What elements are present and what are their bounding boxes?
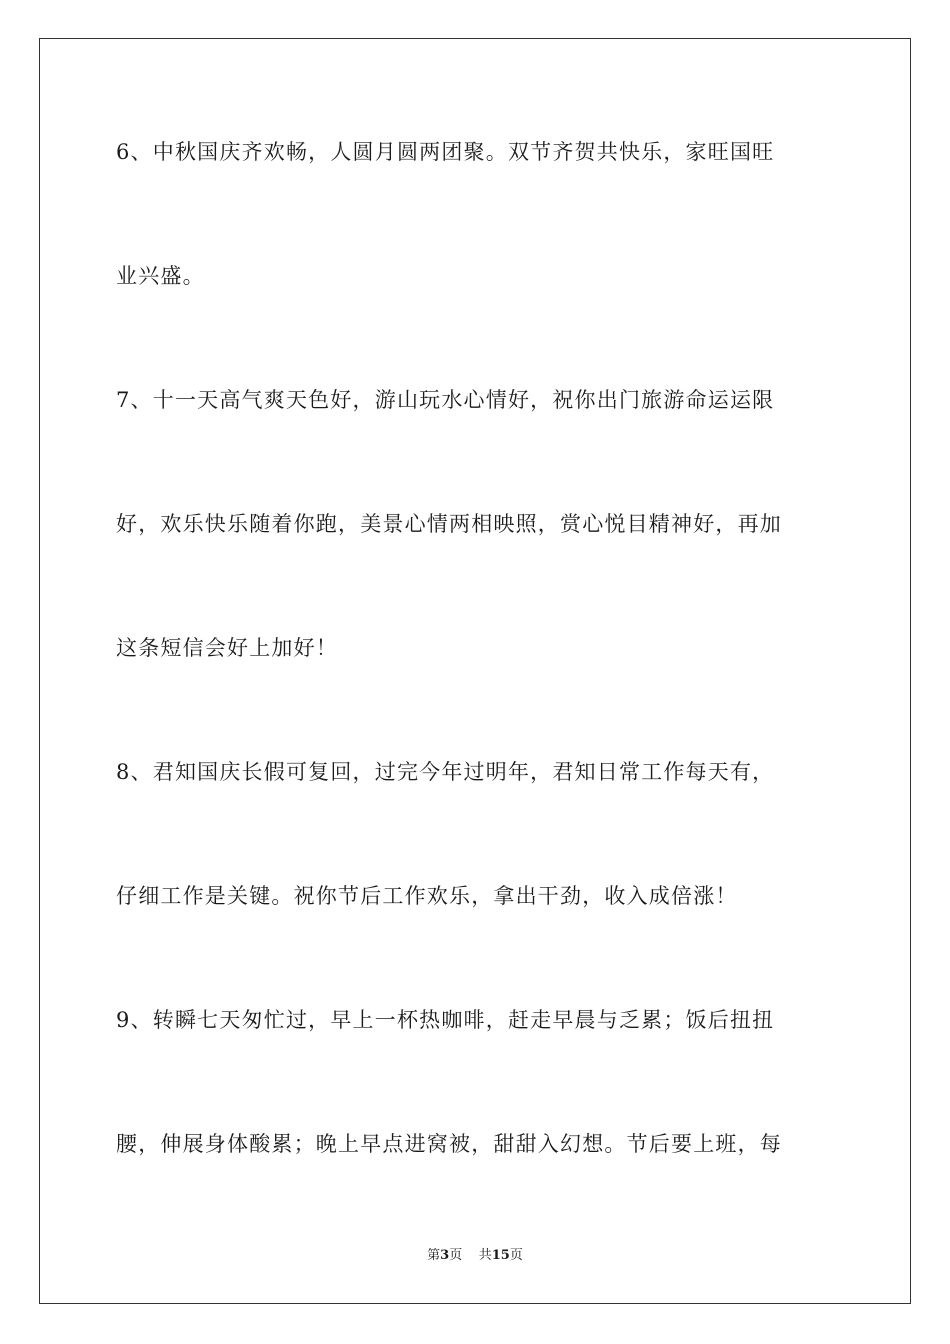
total-pages: 15 bbox=[491, 1248, 510, 1263]
text-line-2: 业兴盛。 bbox=[116, 264, 205, 288]
text-line-9: 腰，伸展身体酸累；晚上早点进窝被，甜甜入幻想。节后要上班，每 bbox=[116, 1132, 782, 1156]
total-prefix: 共 bbox=[478, 1248, 492, 1263]
page-number: 3 bbox=[440, 1248, 450, 1263]
text-line-1: 6、中秋国庆齐欢畅，人圆月圆两团聚。双节齐贺共快乐，家旺国旺 bbox=[116, 140, 775, 164]
page-border bbox=[39, 38, 911, 1304]
page-footer bbox=[0, 1247, 950, 1265]
page-prefix: 第 bbox=[427, 1248, 441, 1263]
text-line-5: 这条短信会好上加好！ bbox=[116, 636, 338, 660]
text-line-3: 7、十一天高气爽天色好，游山玩水心情好，祝你出门旅游命运运限 bbox=[116, 388, 775, 412]
page-suffix: 页 bbox=[449, 1248, 463, 1263]
text-line-8: 9、转瞬七天匆忙过，早上一杯热咖啡，赶走早晨与乏累；饭后扭扭 bbox=[116, 1008, 775, 1032]
text-line-6: 8、君知国庆长假可复回，过完今年过明年，君知日常工作每天有， bbox=[116, 760, 775, 784]
text-line-4: 好，欢乐快乐随着你跑，美景心情两相映照，赏心悦目精神好，再加 bbox=[116, 512, 782, 536]
total-suffix: 页 bbox=[509, 1248, 523, 1263]
text-line-7: 仔细工作是关键。祝你节后工作欢乐，拿出干劲，收入成倍涨！ bbox=[116, 884, 738, 908]
